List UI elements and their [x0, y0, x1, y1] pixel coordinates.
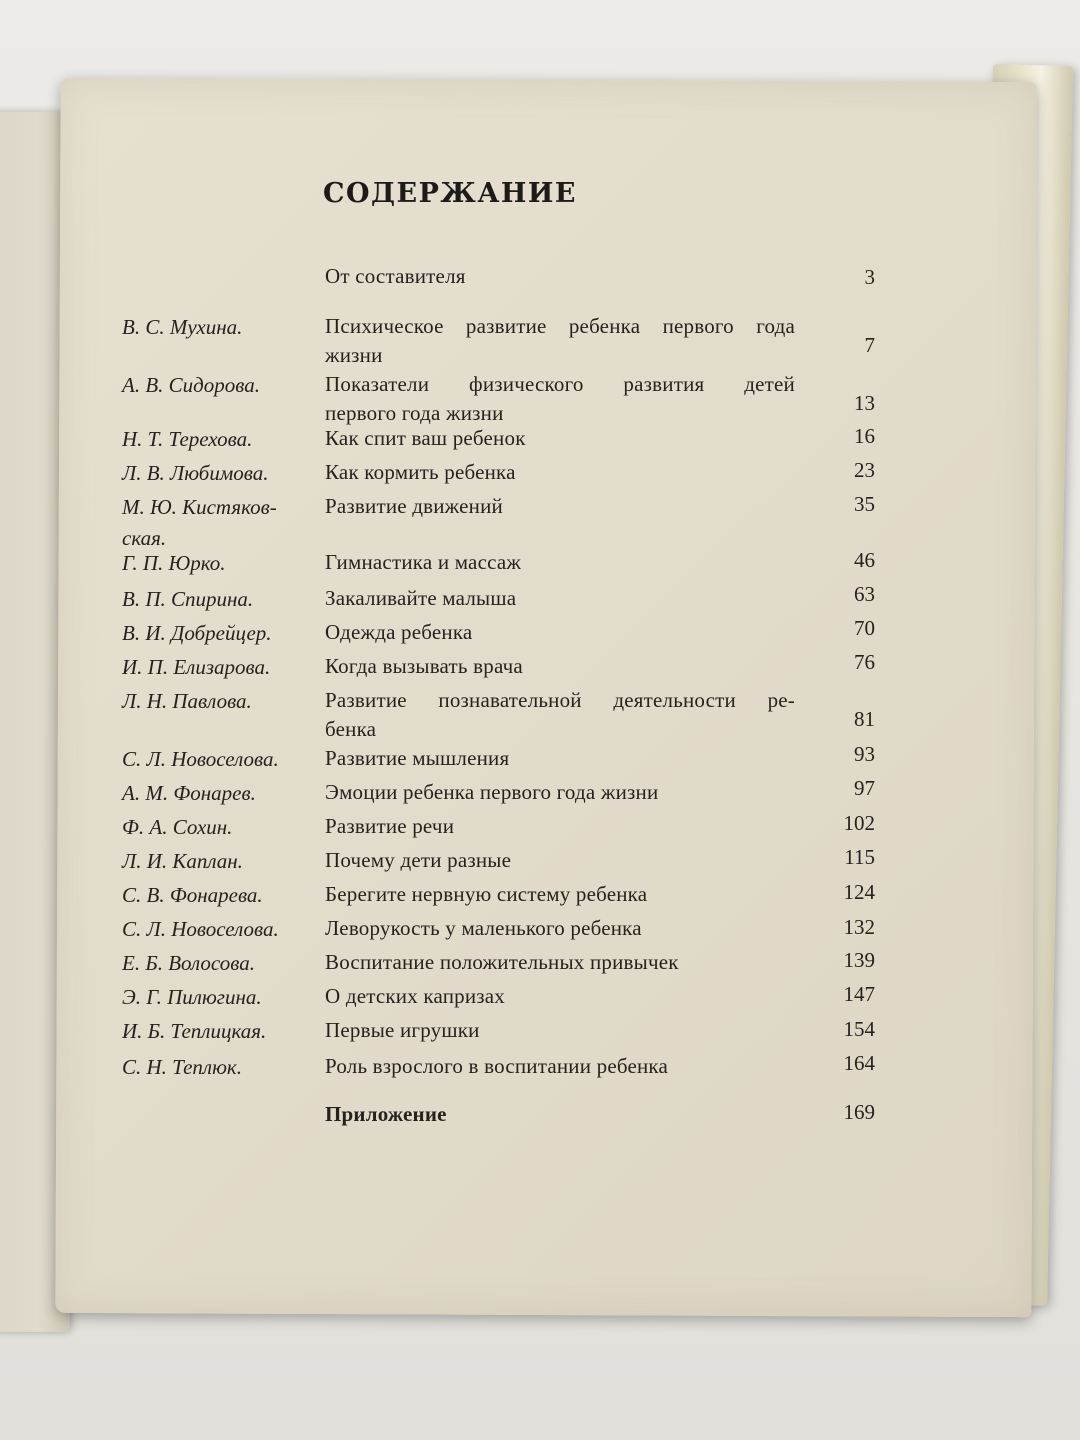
toc-chapter-title [325, 686, 805, 744]
toc-author [122, 880, 322, 911]
toc-page-number: 16 [854, 424, 875, 448]
toc-author [122, 424, 322, 455]
toc-author-line: Е. Б. Волосова. [122, 951, 255, 975]
toc-page-number: 70 [854, 616, 875, 640]
toc-chapter-title [325, 584, 805, 613]
toc-author [122, 1052, 322, 1083]
toc-chapter-title [325, 370, 805, 428]
toc-chapter-title [325, 652, 805, 681]
toc-chapter-title [325, 492, 805, 521]
toc-page-number: 81 [854, 707, 875, 731]
toc-author-line: С. В. Фонарева. [122, 883, 263, 907]
toc-author [122, 370, 322, 401]
page-title: СОДЕРЖАНИЕ [323, 178, 577, 209]
toc-author-line: С. Н. Теплюк. [122, 1055, 242, 1079]
toc-author [122, 584, 322, 615]
toc-chapter-title [325, 548, 805, 577]
toc-author-line: В. С. Мухина. [122, 315, 243, 339]
toc-chapter-line: жизни [325, 343, 383, 367]
toc-chapter-line: Приложение [325, 1102, 447, 1126]
toc-chapter-title [325, 458, 805, 487]
toc-author [122, 312, 322, 343]
toc-chapter-line: Развитие познавательной деятельности ре- [325, 688, 795, 712]
toc-author-line: А. В. Сидорова. [122, 373, 261, 397]
toc-chapter-line: Первые игрушки [325, 1018, 480, 1042]
toc-chapter-title [325, 618, 805, 647]
toc-author [122, 1016, 322, 1047]
toc-author [122, 948, 322, 979]
toc-chapter-line: Почему дети разные [325, 848, 512, 872]
toc-chapter-title [325, 982, 805, 1011]
toc-author-line: В. П. Спирина. [122, 587, 254, 611]
toc-author [122, 548, 322, 579]
toc-chapter-title [325, 1016, 805, 1045]
toc-author-line: Л. Н. Павлова. [122, 689, 252, 713]
toc-page-number: 46 [854, 548, 875, 572]
toc-author [122, 618, 322, 649]
toc-chapter-line: От составителя [325, 264, 466, 288]
toc-page-number: 115 [844, 845, 875, 869]
toc-chapter-title [325, 1100, 805, 1129]
toc-chapter-line: Гимнастика и массаж [325, 550, 522, 574]
toc-author-line: С. Л. Новоселова. [122, 917, 279, 941]
toc-page-number: 169 [843, 1100, 875, 1124]
toc-page-number: 132 [843, 915, 875, 939]
toc-chapter-title [325, 914, 805, 943]
toc-page-number: 154 [843, 1017, 875, 1041]
toc-author [122, 458, 322, 489]
toc-author-line: Н. Т. Терехова. [122, 427, 253, 451]
toc-chapter-line: Закаливайте малыша [325, 586, 517, 610]
toc-chapter-line: Психическое развитие ребенка первого года [325, 314, 795, 338]
toc-chapter-title [325, 778, 805, 807]
toc-page-number: 63 [854, 582, 875, 606]
toc-author [122, 982, 322, 1013]
toc-page-number: 164 [843, 1051, 875, 1075]
toc-author-line: А. М. Фонарев. [122, 781, 256, 805]
toc-author [122, 778, 322, 809]
toc-author-line: Э. Г. Пилюгина. [122, 985, 262, 1009]
toc-page-number: 93 [854, 742, 875, 766]
toc-page-number: 102 [843, 811, 875, 835]
toc-chapter-line: Развитие речи [325, 814, 455, 838]
toc-chapter-line: Одежда ребенка [325, 620, 473, 644]
toc-chapter-title [325, 846, 805, 875]
toc-chapter-title [325, 948, 805, 977]
toc-chapter-line: О детских капризах [325, 984, 505, 1008]
toc-chapter-line: Эмоции ребенка первого года жизни [325, 780, 659, 804]
toc-page-number: 35 [854, 492, 875, 516]
toc-author [122, 686, 322, 717]
toc-author-line: И. Б. Теплицкая. [122, 1019, 267, 1043]
toc-chapter-line: Как спит ваш ребенок [325, 426, 526, 450]
toc-author [122, 652, 322, 683]
toc-page-number: 97 [854, 776, 875, 800]
toc-page-number: 23 [854, 458, 875, 482]
toc-page-number: 139 [843, 948, 875, 972]
toc-author [122, 846, 322, 877]
toc-chapter-line: Развитие движений [325, 494, 503, 518]
toc-author-line: Ф. А. Сохин. [122, 815, 233, 839]
toc-chapter-line: первого года жизни [325, 401, 504, 425]
toc-author [122, 812, 322, 843]
toc-chapter-line: Леворукость у маленького ребенка [325, 916, 642, 940]
toc-page-number: 76 [854, 650, 875, 674]
toc-page-number: 3 [864, 265, 875, 289]
toc-chapter-line: Как кормить ребенка [325, 460, 516, 484]
toc-author [122, 914, 322, 945]
toc-chapter-line: бенка [325, 717, 377, 741]
toc-author [122, 744, 322, 775]
toc-page-number: 147 [843, 982, 875, 1006]
toc-author-line: В. И. Добрейцер. [122, 621, 272, 645]
toc-chapter-title [325, 1052, 805, 1081]
toc-page-number: 13 [854, 391, 875, 415]
toc-chapter-title [325, 812, 805, 841]
toc-page-number: 7 [864, 333, 875, 357]
toc-chapter-line: Когда вызывать врача [325, 654, 523, 678]
toc-chapter-title [325, 744, 805, 773]
toc-author-line: М. Ю. Кистяков- [122, 495, 277, 519]
toc-chapter-title [325, 424, 805, 453]
toc-author-line: Г. П. Юрко. [122, 551, 226, 575]
toc-chapter-title [325, 262, 805, 291]
toc-author-line: С. Л. Новоселова. [122, 747, 279, 771]
toc-chapter-line: Берегите нервную систему ребенка [325, 882, 648, 906]
toc-author-line: И. П. Елизарова. [122, 655, 271, 679]
toc-chapter-line: Показатели физического развития детей [325, 372, 795, 396]
toc-author [122, 492, 322, 554]
toc-author-line: Л. В. Любимова. [122, 461, 269, 485]
toc-author-line: ская. [122, 526, 167, 550]
toc-author-line: Л. И. Каплан. [122, 849, 243, 873]
toc-chapter-line: Развитие мышления [325, 746, 510, 770]
toc-chapter-title [325, 312, 805, 370]
toc-chapter-line: Воспитание положительных привычек [325, 950, 679, 974]
toc-chapter-line: Роль взрослого в воспитании ребенка [325, 1054, 669, 1078]
toc-page-number: 124 [843, 880, 875, 904]
toc-chapter-title [325, 880, 805, 909]
